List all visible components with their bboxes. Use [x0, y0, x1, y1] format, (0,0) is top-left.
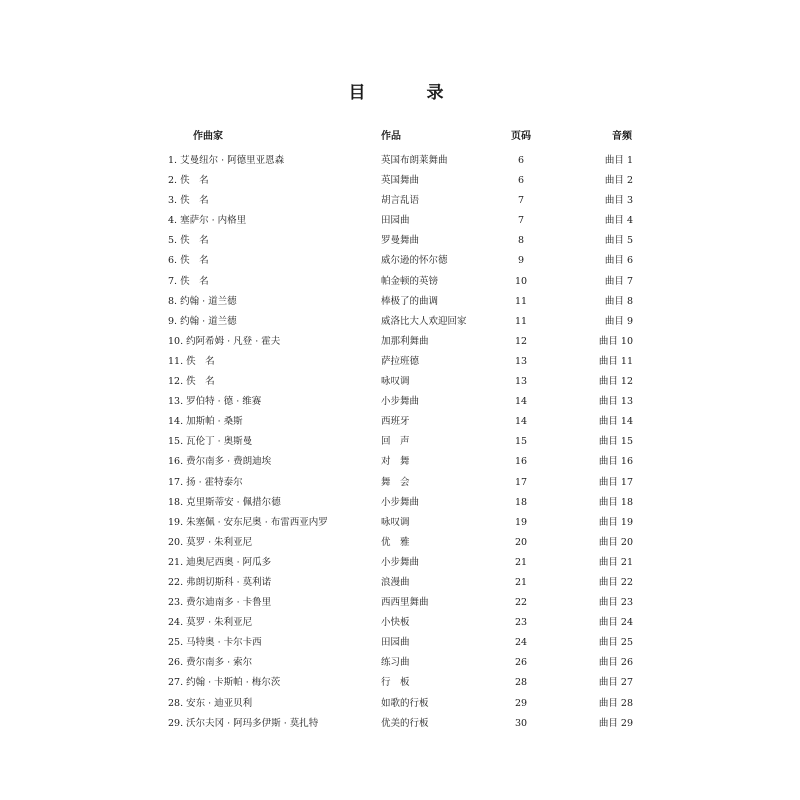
composer-cell: 25. 马特奥 · 卡尔卡西: [168, 637, 262, 649]
audio-cell: 曲目 18: [598, 496, 633, 508]
page-cell: 23: [514, 617, 528, 629]
header-page: 页码: [511, 131, 531, 142]
composer-cell: 14. 加斯帕 · 桑斯: [168, 416, 243, 428]
composer-cell: 19. 朱塞佩 · 安东尼奥 · 布雷西亚内罗: [168, 516, 328, 528]
page-cell: 22: [514, 597, 528, 609]
audio-cell: 曲目 28: [598, 697, 633, 709]
work-cell: 西班牙: [381, 416, 410, 428]
page-cell: 9: [517, 255, 525, 267]
page-cell: 18: [514, 496, 528, 508]
work-cell: 咏叹调: [381, 376, 410, 388]
page-cell: 11: [514, 295, 528, 307]
work-cell: 回 声: [381, 436, 410, 448]
page-cell: 15: [514, 436, 528, 448]
composer-cell: 3. 佚 名: [168, 195, 209, 207]
work-cell: 对 舞: [381, 456, 410, 468]
toc-row: [0, 595, 800, 615]
composer-cell: 29. 沃尔夫冈 · 阿玛多伊斯 · 莫扎特: [168, 717, 319, 729]
toc-row: [0, 314, 800, 334]
work-cell: 优美的行板: [381, 717, 429, 729]
composer-cell: 18. 克里斯蒂安 · 佩措尔德: [168, 496, 281, 508]
audio-cell: 曲目 24: [598, 617, 633, 629]
work-cell: 英国布朗莱舞曲: [381, 155, 448, 166]
work-cell: 加那利舞曲: [381, 335, 429, 347]
audio-cell: 曲目 14: [598, 416, 633, 428]
page-cell: 7: [517, 195, 525, 207]
audio-cell: 曲目 25: [598, 637, 633, 649]
audio-cell: 曲目 4: [604, 215, 633, 227]
work-cell: 田园曲: [381, 637, 410, 649]
audio-cell: 曲目 29: [598, 717, 633, 729]
audio-cell: 曲目 5: [604, 235, 633, 247]
work-cell: 威尔逊的怀尔德: [381, 255, 448, 267]
work-cell: 胡言乱语: [381, 195, 420, 207]
toc-row: [0, 716, 800, 736]
toc-row: [0, 414, 800, 434]
page-cell: 21: [514, 576, 528, 588]
toc-row: [0, 354, 800, 374]
toc-row: [0, 535, 800, 555]
audio-cell: 曲目 13: [598, 396, 633, 408]
toc-row: [0, 394, 800, 414]
composer-cell: 24. 莫罗 · 朱利亚尼: [168, 617, 253, 629]
work-cell: 西西里舞曲: [381, 597, 429, 609]
audio-cell: 曲目 17: [598, 476, 633, 488]
audio-cell: 曲目 20: [598, 536, 633, 548]
toc-row: [0, 334, 800, 354]
audio-cell: 曲目 26: [598, 657, 633, 669]
page-cell: 6: [517, 155, 525, 166]
toc-row: [0, 294, 800, 314]
work-cell: 英国舞曲: [381, 175, 420, 187]
audio-cell: 曲目 3: [604, 195, 633, 207]
audio-cell: 曲目 7: [604, 275, 633, 287]
toc-row: [0, 515, 800, 535]
audio-cell: 曲目 1: [604, 155, 633, 166]
composer-cell: 16. 费尔南多 · 费朗迪埃: [168, 456, 272, 468]
audio-cell: 曲目 8: [604, 295, 633, 307]
toc-list: [0, 153, 800, 736]
work-cell: 田园曲: [381, 215, 410, 227]
toc-row: [0, 253, 800, 273]
page-cell: 21: [514, 556, 528, 568]
composer-cell: 17. 扬 · 霍特泰尔: [168, 476, 243, 488]
toc-row: [0, 655, 800, 675]
page-cell: 20: [514, 536, 528, 548]
toc-row: [0, 615, 800, 635]
toc-row: [0, 696, 800, 716]
toc-row: [0, 274, 800, 294]
header-work: 作品: [381, 131, 401, 142]
work-cell: 行 板: [381, 677, 410, 689]
toc-row: [0, 635, 800, 655]
audio-cell: 曲目 15: [598, 436, 633, 448]
composer-cell: 5. 佚 名: [168, 235, 209, 247]
page-cell: 28: [514, 677, 528, 689]
composer-cell: 11. 佚 名: [168, 355, 215, 367]
work-cell: 练习曲: [381, 657, 410, 669]
audio-cell: 曲目 16: [598, 456, 633, 468]
composer-cell: 2. 佚 名: [168, 175, 209, 187]
composer-cell: 13. 罗伯特 · 德 · 维赛: [168, 396, 262, 408]
work-cell: 棒极了的曲调: [381, 295, 439, 307]
work-cell: 小步舞曲: [381, 496, 420, 508]
audio-cell: 曲目 19: [598, 516, 633, 528]
composer-cell: 4. 塞萨尔 · 内格里: [168, 215, 247, 227]
audio-cell: 曲目 6: [604, 255, 633, 267]
composer-cell: 23. 费尔迪南多 · 卡鲁里: [168, 597, 272, 609]
toc-row: [0, 374, 800, 394]
page-cell: 13: [514, 355, 528, 367]
work-cell: 如歌的行板: [381, 697, 429, 709]
audio-cell: 曲目 12: [598, 376, 633, 388]
page-cell: 14: [514, 396, 528, 408]
work-cell: 舞 会: [381, 476, 410, 488]
page-cell: 10: [514, 275, 528, 287]
composer-cell: 8. 约翰 · 道兰德: [168, 295, 237, 307]
page-cell: 11: [514, 315, 528, 327]
header-audio: 音频: [612, 131, 632, 142]
composer-cell: 12. 佚 名: [168, 376, 215, 388]
audio-cell: 曲目 27: [598, 677, 633, 689]
audio-cell: 曲目 10: [598, 335, 633, 347]
toc-row: [0, 555, 800, 575]
audio-cell: 曲目 2: [604, 175, 633, 187]
toc-row: [0, 454, 800, 474]
work-cell: 优 雅: [381, 536, 410, 548]
work-cell: 咏叹调: [381, 516, 410, 528]
toc-row: [0, 213, 800, 233]
work-cell: 帕金顿的英镑: [381, 275, 439, 287]
page-cell: 8: [517, 235, 525, 247]
toc-row: [0, 575, 800, 595]
page-cell: 29: [514, 697, 528, 709]
toc-row: [0, 153, 800, 173]
page-cell: 16: [514, 456, 528, 468]
composer-cell: 21. 迪奥尼西奥 · 阿瓜多: [168, 556, 272, 568]
page-cell: 26: [514, 657, 528, 669]
composer-cell: 7. 佚 名: [168, 275, 209, 287]
table-header: [0, 127, 800, 143]
composer-cell: 10. 约阿希姆 · 凡登 · 霍夫: [168, 335, 281, 347]
page-cell: 19: [514, 516, 528, 528]
work-cell: 浪漫曲: [381, 576, 410, 588]
page-cell: 13: [514, 376, 528, 388]
page-cell: 17: [514, 476, 528, 488]
work-cell: 萨拉班德: [381, 355, 420, 367]
toc-row: [0, 675, 800, 695]
audio-cell: 曲目 9: [604, 315, 633, 327]
toc-row: [0, 434, 800, 454]
page-cell: 30: [514, 717, 528, 729]
composer-cell: 28. 安东 · 迪亚贝利: [168, 697, 253, 709]
header-composer: 作曲家: [193, 131, 223, 142]
composer-cell: 22. 弗朗切斯科 · 莫利诺: [168, 576, 272, 588]
toc-row: [0, 495, 800, 515]
composer-cell: 20. 莫罗 · 朱利亚尼: [168, 536, 253, 548]
composer-cell: 6. 佚 名: [168, 255, 209, 267]
page-cell: 14: [514, 416, 528, 428]
audio-cell: 曲目 11: [598, 355, 633, 367]
work-cell: 小步舞曲: [381, 556, 420, 568]
page-cell: 12: [514, 335, 528, 347]
composer-cell: 9. 约翰 · 道兰德: [168, 315, 237, 327]
page-cell: 24: [514, 637, 528, 649]
toc-row: [0, 173, 800, 193]
toc-row: [0, 475, 800, 495]
page-cell: 6: [517, 175, 525, 187]
work-cell: 罗曼舞曲: [381, 235, 420, 247]
work-cell: 小步舞曲: [381, 396, 420, 408]
composer-cell: 15. 瓦伦丁 · 奥斯曼: [168, 436, 253, 448]
page-title: 目 录: [348, 83, 466, 103]
audio-cell: 曲目 23: [598, 597, 633, 609]
audio-cell: 曲目 21: [598, 556, 633, 568]
composer-cell: 27. 约翰 · 卡斯帕 · 梅尔茨: [168, 677, 281, 689]
toc-row: [0, 193, 800, 213]
work-cell: 小快板: [381, 617, 410, 629]
work-cell: 威洛比大人欢迎回家: [381, 315, 467, 327]
composer-cell: 26. 费尔南多 · 索尔: [168, 657, 253, 669]
page-cell: 7: [517, 215, 525, 227]
audio-cell: 曲目 22: [598, 576, 633, 588]
toc-row: [0, 233, 800, 253]
composer-cell: 1. 艾曼纽尔 · 阿德里亚恩森: [168, 155, 285, 166]
